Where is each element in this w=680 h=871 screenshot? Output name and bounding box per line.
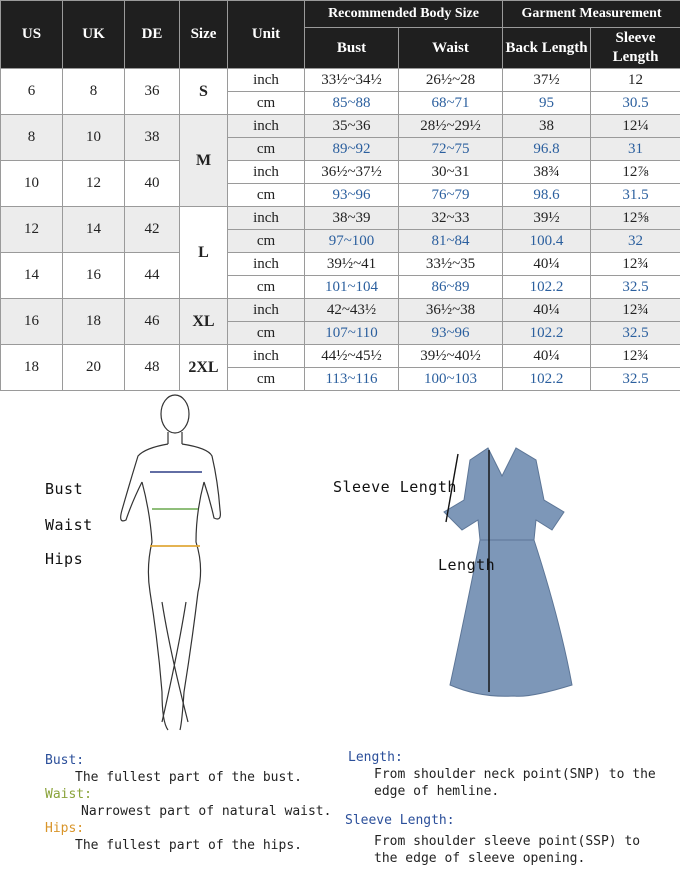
- header-sleeve-length: Sleeve Length: [591, 28, 680, 69]
- cell-de: 46: [125, 299, 180, 345]
- figure-label-bust: Bust: [45, 480, 84, 498]
- cell-uk: 16: [63, 253, 125, 299]
- definition-waist: [45, 786, 345, 820]
- cell-us: 16: [1, 299, 63, 345]
- cell-back: 40¼: [503, 253, 591, 276]
- definition-length-title: Length:: [348, 750, 403, 765]
- definition-length: [348, 749, 668, 800]
- table-row: [1, 161, 680, 184]
- cell-bust: 85~88: [305, 92, 399, 115]
- cell-back: 98.6: [503, 184, 591, 207]
- cell-us: 12: [1, 207, 63, 253]
- cell-back: 102.2: [503, 276, 591, 299]
- definition-bust: [45, 752, 345, 786]
- cell-unit: cm: [228, 368, 305, 391]
- cell-us: 8: [1, 115, 63, 161]
- header-bust: Bust: [305, 28, 399, 69]
- header-unit: Unit: [228, 1, 305, 69]
- cell-sleeve: 32: [591, 230, 680, 253]
- cell-waist: 76~79: [399, 184, 503, 207]
- cell-waist: 93~96: [399, 322, 503, 345]
- cell-back: 39½: [503, 207, 591, 230]
- cell-unit: inch: [228, 69, 305, 92]
- cell-bust: 38~39: [305, 207, 399, 230]
- cell-sleeve: 12: [591, 69, 680, 92]
- cell-sleeve: 31.5: [591, 184, 680, 207]
- table-row: [1, 207, 680, 230]
- cell-sleeve: 12¾: [591, 345, 680, 368]
- cell-sleeve: 12¼: [591, 115, 680, 138]
- header-size: Size: [180, 1, 228, 69]
- body-figure-illustration: [100, 392, 240, 742]
- cell-size: 2XL: [180, 345, 228, 391]
- cell-waist: 68~71: [399, 92, 503, 115]
- cell-unit: inch: [228, 345, 305, 368]
- cell-de: 48: [125, 345, 180, 391]
- cell-unit: cm: [228, 322, 305, 345]
- cell-waist: 33½~35: [399, 253, 503, 276]
- cell-size: S: [180, 69, 228, 115]
- header-body-size: Recommended Body Size: [305, 1, 503, 28]
- header-de: DE: [125, 1, 180, 69]
- table-row: [1, 115, 680, 138]
- cell-bust: 89~92: [305, 138, 399, 161]
- definition-sleeve-length: [345, 812, 665, 867]
- header-uk: UK: [63, 1, 125, 69]
- cell-unit: cm: [228, 276, 305, 299]
- cell-waist: 30~31: [399, 161, 503, 184]
- cell-sleeve: 12¾: [591, 253, 680, 276]
- cell-sleeve: 32.5: [591, 276, 680, 299]
- cell-bust: 42~43½: [305, 299, 399, 322]
- header-back-length: Back Length: [503, 28, 591, 69]
- cell-bust: 36½~37½: [305, 161, 399, 184]
- cell-size: XL: [180, 299, 228, 345]
- cell-size: M: [180, 115, 228, 207]
- definition-hips-title: Hips:: [45, 821, 85, 836]
- cell-de: 36: [125, 69, 180, 115]
- definition-bust-text: The fullest part of the bust.: [75, 770, 302, 785]
- cell-waist: 86~89: [399, 276, 503, 299]
- cell-bust: 35~36: [305, 115, 399, 138]
- definition-sleeve-text: From shoulder sleeve point(SSP) to the edge of sleeve opening.: [374, 834, 641, 866]
- size-chart-table: [0, 0, 680, 391]
- cell-unit: cm: [228, 92, 305, 115]
- cell-back: 40¼: [503, 345, 591, 368]
- cell-bust: 33½~34½: [305, 69, 399, 92]
- cell-de: 44: [125, 253, 180, 299]
- cell-sleeve: 32.5: [591, 322, 680, 345]
- cell-us: 18: [1, 345, 63, 391]
- cell-bust: 97~100: [305, 230, 399, 253]
- cell-waist: 39½~40½: [399, 345, 503, 368]
- cell-de: 38: [125, 115, 180, 161]
- cell-waist: 81~84: [399, 230, 503, 253]
- cell-back: 102.2: [503, 322, 591, 345]
- cell-de: 42: [125, 207, 180, 253]
- cell-us: 10: [1, 161, 63, 207]
- cell-us: 6: [1, 69, 63, 115]
- cell-size: L: [180, 207, 228, 299]
- definition-length-text: From shoulder neck point(SNP) to the edge of hemline.: [374, 767, 656, 799]
- cell-waist: 72~75: [399, 138, 503, 161]
- cell-uk: 14: [63, 207, 125, 253]
- cell-de: 40: [125, 161, 180, 207]
- cell-waist: 26½~28: [399, 69, 503, 92]
- figure-label-hips: Hips: [45, 550, 84, 568]
- cell-uk: 18: [63, 299, 125, 345]
- definition-hips-text: The fullest part of the hips.: [75, 838, 302, 853]
- figure-label-waist: Waist: [45, 516, 93, 534]
- cell-back: 100.4: [503, 230, 591, 253]
- header-waist: Waist: [399, 28, 503, 69]
- cell-unit: inch: [228, 207, 305, 230]
- cell-bust: 113~116: [305, 368, 399, 391]
- cell-unit: inch: [228, 161, 305, 184]
- figure-label-length: Length: [438, 556, 496, 574]
- definition-waist-text: Narrowest part of natural waist.: [81, 804, 332, 819]
- header-us: US: [1, 1, 63, 69]
- cell-uk: 8: [63, 69, 125, 115]
- cell-bust: 39½~41: [305, 253, 399, 276]
- cell-unit: cm: [228, 184, 305, 207]
- figure-label-sleeve-length: Sleeve Length: [333, 478, 457, 496]
- cell-bust: 107~110: [305, 322, 399, 345]
- cell-bust: 101~104: [305, 276, 399, 299]
- cell-waist: 100~103: [399, 368, 503, 391]
- cell-back: 96.8: [503, 138, 591, 161]
- cell-bust: 93~96: [305, 184, 399, 207]
- cell-waist: 32~33: [399, 207, 503, 230]
- table-row: [1, 345, 680, 368]
- cell-back: 37½: [503, 69, 591, 92]
- cell-uk: 10: [63, 115, 125, 161]
- cell-sleeve: 30.5: [591, 92, 680, 115]
- table-row: [1, 299, 680, 322]
- table-row: [1, 253, 680, 276]
- cell-sleeve: 32.5: [591, 368, 680, 391]
- cell-uk: 20: [63, 345, 125, 391]
- cell-waist: 28½~29½: [399, 115, 503, 138]
- definition-waist-title: Waist:: [45, 787, 92, 802]
- cell-waist: 36½~38: [399, 299, 503, 322]
- cell-bust: 44½~45½: [305, 345, 399, 368]
- cell-back: 38¾: [503, 161, 591, 184]
- definition-sleeve-title: Sleeve Length:: [345, 813, 455, 828]
- cell-unit: inch: [228, 253, 305, 276]
- header-garment: Garment Measurement: [503, 1, 680, 28]
- definition-hips: [45, 820, 345, 854]
- cell-sleeve: 31: [591, 138, 680, 161]
- cell-unit: inch: [228, 115, 305, 138]
- cell-sleeve: 12⅝: [591, 207, 680, 230]
- cell-uk: 12: [63, 161, 125, 207]
- cell-back: 38: [503, 115, 591, 138]
- cell-back: 95: [503, 92, 591, 115]
- cell-back: 40¼: [503, 299, 591, 322]
- cell-unit: inch: [228, 299, 305, 322]
- cell-back: 102.2: [503, 368, 591, 391]
- definition-bust-title: Bust:: [45, 753, 85, 768]
- cell-sleeve: 12⅞: [591, 161, 680, 184]
- table-row: [1, 69, 680, 92]
- cell-unit: cm: [228, 138, 305, 161]
- cell-sleeve: 12¾: [591, 299, 680, 322]
- cell-unit: cm: [228, 230, 305, 253]
- cell-us: 14: [1, 253, 63, 299]
